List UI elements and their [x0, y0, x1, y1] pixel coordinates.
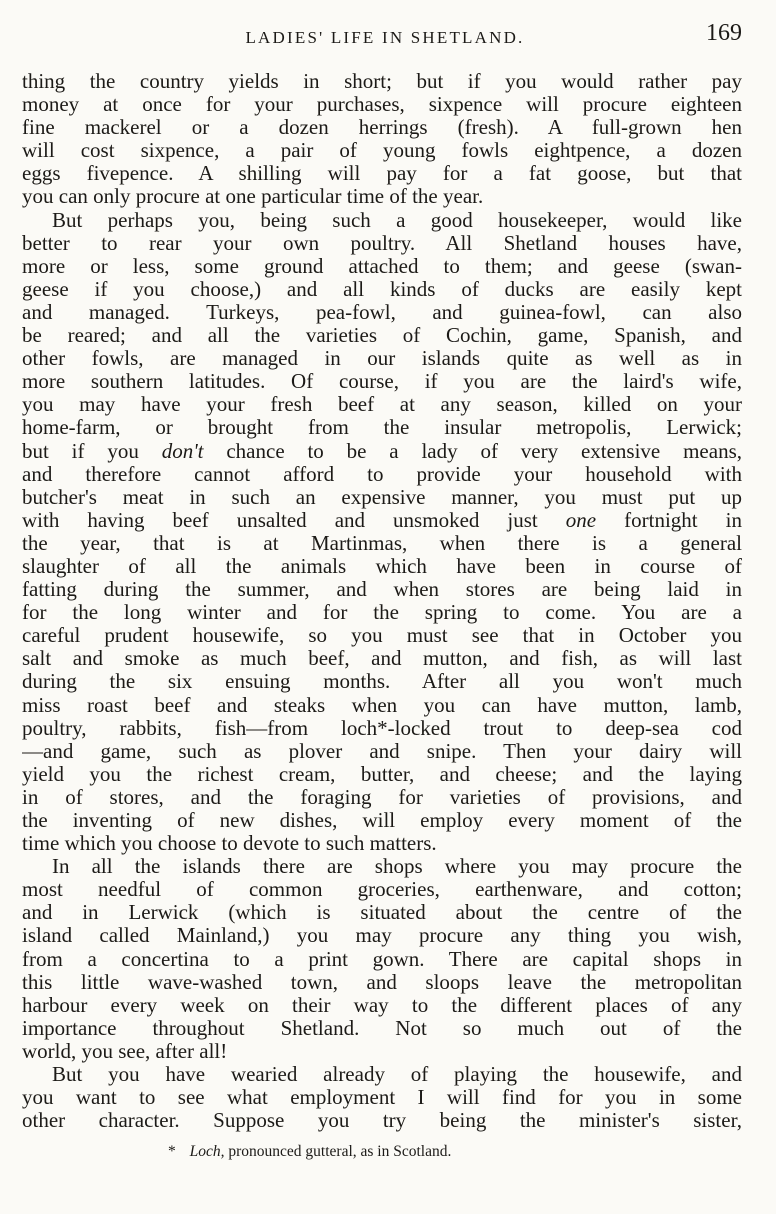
text-line: importance throughout Shetland. Not so much out of the [22, 1016, 742, 1040]
running-title: LADIES' LIFE IN SHETLAND. [245, 28, 525, 47]
text-line: with having beef unsalted and unsmoked just one fortnight in [22, 508, 742, 532]
text-line: fine mackerel or a dozen herrings (fresh). A full-grown hen [22, 116, 742, 140]
text-line: miss roast beef and steaks when you can have mutton, lamb, [22, 693, 742, 717]
text-line: yield you the richest cream, butter, and cheese; and the laying [22, 762, 742, 786]
text-line: will cost sixpence, a pair of young fowls eightpence, a dozen [22, 139, 742, 163]
body-text [22, 70, 742, 1132]
text-line: you can only procure at one particular time of the year. [22, 184, 484, 209]
text-line: thing the country yields in short; but if you would rather pay [22, 70, 742, 93]
text-line: from a concertina to a print gown. There are capital shops in [22, 947, 742, 971]
text-line: salt and smoke as much beef, and mutton, and fish, as will last [22, 647, 742, 671]
text-line: poultry, rabbits, fish—from loch*-locked trout to deep-sea cod [22, 716, 742, 740]
text-line: But you have wearied already of playing the housewife, and [52, 1063, 742, 1087]
footnote-text: pronounced gutteral, as in Scotland. [228, 1143, 452, 1160]
text-line: time which you choose to devote to such matters. [22, 831, 437, 856]
text-line: home-farm, or brought from the insular metropolis, Lerwick; [22, 416, 742, 440]
footnote-mark: * [168, 1143, 176, 1160]
text-line: most needful of common groceries, earthenware, and cotton; [22, 878, 742, 902]
text-line: eggs fivepence. A shilling will pay for a fat goose, but that [22, 162, 742, 186]
text-line: careful prudent housewife, so you must see that in October you [22, 624, 742, 648]
text-line: other fowls, are managed in our islands quite as well as in [22, 347, 742, 371]
page-header [28, 22, 742, 50]
text-line: more or less, some ground attached to them; and geese (swan- [22, 254, 742, 278]
text-line: But perhaps you, being such a good housekeeper, would like [52, 208, 742, 232]
text-line: this little wave-washed town, and sloops leave the metropolitan [22, 970, 742, 994]
text-line: other character. Suppose you try being the minister's sister, [22, 1109, 742, 1133]
text-line: and therefore cannot afford to provide your household with [22, 462, 742, 486]
text-line: better to rear your own poultry. All Shetland houses have, [22, 231, 742, 255]
text-line: in of stores, and the foraging for varieties of provisions, and [22, 785, 742, 809]
text-line: you may have your fresh beef at any season, killed on your [22, 393, 742, 417]
text-line: but if you don't chance to be a lady of very extensive means, [22, 439, 742, 463]
text-line: slaughter of all the animals which have been in course of [22, 554, 742, 578]
text-line: world, you see, after all! [22, 1038, 228, 1063]
text-line: In all the islands there are shops where you may procure the [52, 855, 742, 879]
text-line: for the long winter and for the spring to come. You are a [22, 601, 742, 625]
text-line: be reared; and all the varieties of Cochin, game, Spanish, and [22, 324, 742, 348]
footnote [168, 1143, 451, 1161]
text-line: and managed. Turkeys, pea-fowl, and guinea-fowl, can also [22, 300, 742, 324]
text-line: during the six ensuing months. After all you won't much [22, 670, 742, 694]
text-line: and in Lerwick (which is situated about the centre of the [22, 901, 742, 925]
text-line: —and game, such as plover and snipe. Then your dairy will [22, 739, 742, 763]
text-line: the year, that is at Martinmas, when there is a general [22, 531, 742, 555]
text-line: money at once for your purchases, sixpence will procure eighteen [22, 93, 742, 117]
text-line: the inventing of new dishes, will employ every moment of the [22, 809, 742, 832]
text-line: island called Mainland,) you may procure any thing you wish, [22, 924, 742, 948]
text-line: fatting during the summer, and when stores are being laid in [22, 578, 742, 602]
footnote-term: Loch, [189, 1143, 225, 1160]
text-line: geese if you choose,) and all kinds of ducks are easily kept [22, 277, 742, 301]
text-line: more southern latitudes. Of course, if you are the laird's wife, [22, 370, 742, 394]
text-line: harbour every week on their way to the different places of any [22, 993, 742, 1017]
text-line: you want to see what employment I will find for you in some [22, 1086, 742, 1110]
text-line: butcher's meat in such an expensive manner, you must put up [22, 485, 742, 509]
page-number: 169 [706, 20, 742, 46]
